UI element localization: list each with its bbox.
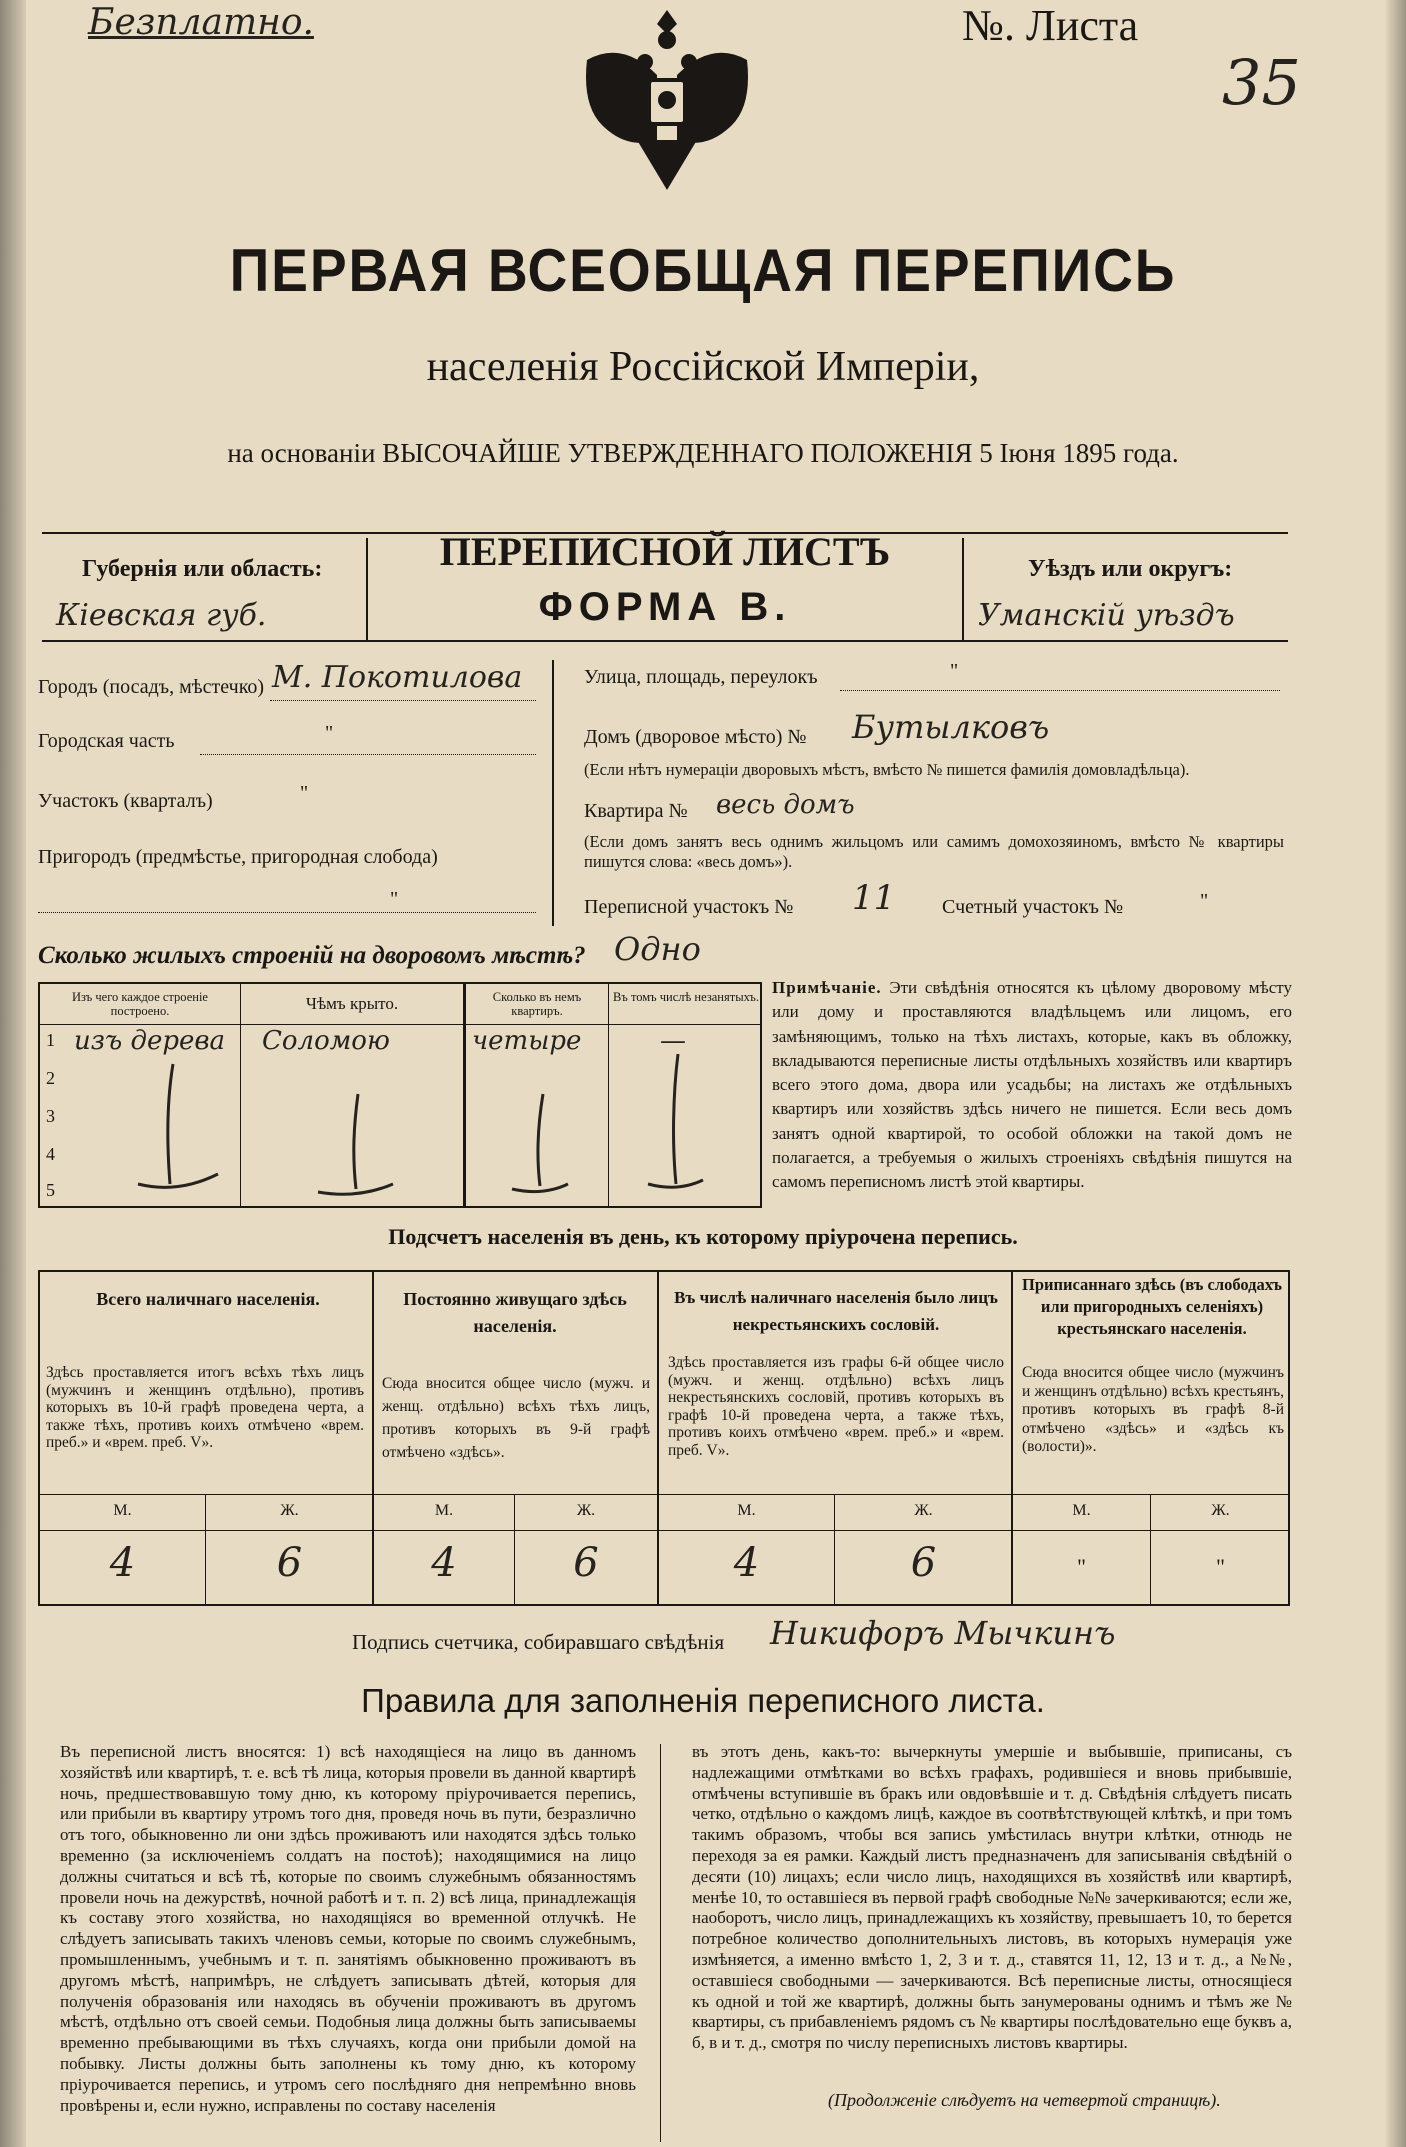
pop-col3-f-label: Ж. <box>914 1502 933 1519</box>
city-part-label: Городская часть <box>38 730 175 752</box>
bt-row1-apartments: четыре <box>472 1026 582 1056</box>
census-area-value: 11 <box>852 878 896 918</box>
pt-mf-4 <box>1150 1494 1151 1606</box>
pop-col3-desc: Здѣсь проставляется изъ графы 6-й общее число (мужч. и женщ. отдѣльно) всѣхъ лицъ некрестьянскихъ сословій, противъ которыхъ въ графѣ 10-й проведена черта, а также тѣхъ, противъ коихъ отмѣчено «врем. преб.» и «врем. преб. V». <box>668 1354 1004 1459</box>
census-area-label: Переписной участокъ № <box>584 896 794 918</box>
bt-header-vacant: Въ томъ числѣ незанятыхъ. <box>613 990 759 1004</box>
pt-mf-rule <box>38 1494 1290 1495</box>
street-label: Улица, площадь, переулокъ <box>584 666 818 688</box>
city-label: Городъ (посадъ, мѣстечко) <box>38 676 265 698</box>
apartment-value: весь домъ <box>716 790 855 820</box>
house-value: Бутылковъ <box>852 708 1050 746</box>
district-label: Участокъ (кварталъ) <box>38 790 213 812</box>
count-area-label: Счетный участокъ № <box>942 896 1124 918</box>
pop-col2-m-label: М. <box>434 1502 454 1519</box>
bt-row-num-1: 1 <box>46 1030 55 1050</box>
pop-col1-f-value: 6 <box>276 1540 303 1586</box>
pop-col1-desc: Здѣсь проставляется итогъ всѣхъ тѣхъ лицъ (мужчинъ и женщинъ отдѣльно), противъ которыхъ въ 10-й графѣ проведена черта, а также тѣхъ, противъ коихъ отмѣчено «врем. преб.» и «врем. преб. V». <box>46 1364 364 1451</box>
pop-col1-m-value: 4 <box>109 1540 136 1586</box>
imperial-eagle-emblem <box>567 0 767 195</box>
pop-col3-f-value: 6 <box>910 1540 937 1586</box>
pop-col3-head: Въ числѣ наличнаго населенія было лицъ некрестьянскихъ сословій. <box>674 1288 998 1334</box>
bt-header-roof: Чѣмъ крыто. <box>305 994 399 1013</box>
form-name: ФОРМА В. <box>538 585 792 629</box>
buildings-note <box>772 976 1292 1195</box>
form-block-bottom-rule <box>42 640 1288 642</box>
signature-label: Подпись счетчика, собиравшаго свѣдѣнія <box>352 1630 725 1654</box>
main-title: ПЕРВАЯ ВСЕОБЩАЯ ПЕРЕПИСЬ <box>229 237 1177 304</box>
sheet-number-label: №. Листа <box>962 1 1139 50</box>
pop-col1-m-label: М. <box>113 1502 132 1519</box>
bt-row1-material: изъ дерева <box>74 1026 226 1056</box>
uezd-label: Уѣздъ или округъ: <box>1028 556 1233 582</box>
buildings-note-title: Примѣчаніе. <box>772 978 882 997</box>
pop-col1-head: Всего наличнаго населенія. <box>96 1289 320 1309</box>
city-part-value: " <box>325 722 334 744</box>
bt-header-apartments: Сколько въ немъ квартиръ. <box>492 990 582 1018</box>
suburb-label: Пригородъ (предмѣстье, пригородная слобода) <box>38 846 438 868</box>
buildings-answer: Одно <box>614 930 701 968</box>
pt-mf-3 <box>834 1494 835 1606</box>
pop-col4-head: Приписаннаго здѣсь (въ слободахъ или пригородныхъ селеніяхъ) крестьянскаго населенія. <box>1022 1275 1282 1338</box>
pop-col3-m-label: М. <box>737 1502 756 1519</box>
rules-column-divider <box>660 1744 661 2142</box>
pop-col4-m-label: М. <box>1072 1502 1091 1519</box>
rules-right-column: въ этотъ день, какъ-то: вычеркнуты умершіе и выбывшіе, приписаны, съ надлежащими отмѣтками во всѣхъ графахъ, родившіеся и вновь прибывшіе, отмѣчены вступившіе въ бракъ или овдовѣвшіе и т. д. Свѣдѣнія слѣдуетъ писать четко, отдѣльно о каждомъ лицѣ, каждое въ соотвѣтствующей клѣткѣ, и при томъ такимъ образомъ, чтобы вся запись умѣстилась внутри клѣтки, отнюдь не переходя за ея рамки. Каждый листъ предназначенъ для записыванія свѣдѣній о десяти (10) лицахъ; если число лицъ, находящихся въ хозяйствѣ или квартирѣ, менѣе 10, то оставшіеся въ первой графѣ свободные №№ зачеркиваются; если же, наоборотъ, число лицъ, принадлежащихъ къ хозяйству, превышаетъ 10, то берется потребное количество дополнительныхъ листовъ, въ которыхъ нумерація уже измѣняется, а именно вмѣсто 1, 2, 3 и т. д., ставятся 11, 12, 13 и т. д., а №№, оставшіеся свободными — зачеркиваются. Всѣ переписные листы, относящіеся къ одной и той же квартирѣ, должны быть занумерованы однимъ и тѣмъ же № квартиры, съ прибавленіемъ рядомъ съ № квартиры послѣдовательно еще буквъ а, б, в и т. д., смотря по числу переписныхъ листовъ квартиры. <box>692 1742 1292 2053</box>
pt-value-rule <box>38 1530 1290 1531</box>
uezd-value: Уманскій уѣздъ <box>978 598 1235 633</box>
apartment-note: (Если домъ занятъ весь однимъ жильцомъ или самимъ домохозяиномъ, вмѣсто № квартиры пишутся слова: «весь домъ»). <box>584 832 1284 871</box>
pt-mf-1 <box>205 1494 206 1606</box>
rules-left-column: Въ переписной листъ вносятся: 1) всѣ находящіеся на лицо въ данномъ хозяйствѣ или квартирѣ, т. е. всѣ тѣ лица, которыя провели въ данной квартирѣ ночь, предшествовавшую тому дню, къ которому пріурочивается перепись, или прибыли въ квартиру утромъ того дня, проведя ночь въ пути, безразлично отъ того, обыкновенно ли они здѣсь проживаютъ или находятся здѣсь только временно (за исключеніемъ солдатъ на постоѣ); находящимися на лицо должны считаться и всѣ тѣ, которые по своимъ служебнымъ обязанностямъ провели ночь на дежурствѣ, ночной работѣ и т. п. 2) всѣ лица, принадлежащія къ составу этого хозяйства, но находящіяся во временной отлучкѣ. Не слѣдуетъ записывать такихъ членовъ семьи, которые по своимъ служебнымъ, промышленнымъ, учебнымъ и т. п. занятіямъ обыкновенно проживаютъ въ другомъ мѣстѣ, напримѣръ, не слѣдуетъ записывать дѣтей, которыя для полученія образованія или находясь въ обученіи проживаютъ въ другомъ мѣстѣ, отдѣльно отъ своей семьи. Подобныя лица должны быть записываемы временно пребывающими въ тѣхъ случаяхъ, когда они прибыли домой на побывку. Листы должны быть заполнены къ тому дню, къ которому пріурочивается перепись, и утромъ сего послѣдняго дня непремѣнно вновь провѣрены и, если нужно, исправлены по составу населенія <box>60 1742 636 2115</box>
pop-col4-m-value: " <box>1077 1554 1086 1579</box>
pop-col2-f-value: 6 <box>573 1540 599 1586</box>
free-label: Безплатно. <box>88 2 314 43</box>
bt-row-num-2: 2 <box>46 1068 55 1088</box>
pop-col3-m-value: 4 <box>733 1540 760 1586</box>
buildings-note-text: Эти свѣдѣнія относятся къ цѣлому дворовому мѣсту или дому и проставляются владѣльцемъ или лицомъ, его замѣняющимъ, только на тѣхъ листахъ, которые, какъ въ обложку, вкладываются переписные листы отдѣльныхъ хозяйствъ или квартиръ всего этого дома, двора или усадьбы; на листахъ же отдѣльныхъ квартиръ или хозяйствъ здѣсь ничего не пишется. Если весь домъ занятъ одной квартирой, то особой обложки на такой домъ не полагается, а требуемыя о жилыхъ строеніяхъ свѣдѣнія пишутся на самомъ переписномъ листѣ этой квартиры. <box>772 978 1292 1192</box>
house-note: (Если нѣтъ нумераціи дворовыхъ мѣстъ, вмѣсто № пишется фамилія домовладѣльца). <box>584 760 1190 779</box>
street-value: " <box>950 660 959 682</box>
form-block-right-divider <box>962 538 964 640</box>
legal-basis: на основаніи ВЫСОЧАЙШЕ УТВЕРЖДЕННАГО ПОЛОЖЕНІЯ 5 Іюня 1895 года. <box>227 438 1179 468</box>
district-value: " <box>300 782 309 804</box>
rules-continued: (Продолженіе слѣдуетъ на четвертой страницѣ). <box>828 2090 1221 2110</box>
apartment-label: Квартира № <box>584 800 688 822</box>
population-title: Подсчетъ населенія въ день, къ которому пріурочена перепись. <box>388 1224 1018 1249</box>
paper-edge-right <box>1386 0 1406 2147</box>
pop-col2-m-value: 4 <box>431 1540 457 1586</box>
bt-row1-vacant: — <box>660 1026 686 1056</box>
bt-row-num-3: 3 <box>46 1106 55 1126</box>
address-divider <box>552 660 554 926</box>
city-value: М. Покотилова <box>272 660 523 695</box>
pop-col4-f-label: Ж. <box>1211 1502 1230 1519</box>
house-label: Домъ (дворовое мѣсто) № <box>584 726 807 748</box>
pop-col4-f-value: " <box>1216 1554 1225 1579</box>
city-dots <box>270 700 536 701</box>
bt-header-material: Изъ чего каждое строеніе построено. <box>72 990 208 1018</box>
rules-title: Правила для заполненія переписного листа. <box>361 1682 1045 1719</box>
suburb-value: " <box>390 888 399 910</box>
guberniya-label: Губернія или область: <box>82 556 323 582</box>
sheet-number-value: 35 <box>1222 46 1301 119</box>
bt-row1-roof: Соломою <box>262 1026 390 1056</box>
form-title: ПЕРЕПИСНОЙ ЛИСТЪ <box>439 529 891 574</box>
guberniya-value: Кіевская губ. <box>56 598 267 633</box>
pop-col2-f-label: Ж. <box>576 1502 596 1519</box>
city-part-dots <box>200 754 536 755</box>
suburb-dots <box>38 912 536 913</box>
count-area-value: " <box>1200 890 1209 912</box>
pop-col2-desc: Сюда вносится общее число (мужч. и женщ. отдѣльно) всѣхъ тѣхъ лицъ, противъ которыхъ въ 9-й графѣ отмѣчено «здѣсь». <box>382 1375 650 1461</box>
bt-row-num-5: 5 <box>46 1180 55 1200</box>
bt-row-num-4: 4 <box>46 1144 55 1164</box>
pop-col4-desc: Сюда вносится общее число (мужчинъ и женщинъ отдѣльно) всѣхъ крестьянъ, противъ которыхъ въ графѣ 8-й отмѣчено «здѣсь» и «здѣсь къ (волости)». <box>1022 1364 1284 1455</box>
buildings-question: Сколько жилыхъ строеній на дворовомъ мѣстѣ? <box>38 942 586 969</box>
pop-col1-f-label: Ж. <box>280 1502 299 1519</box>
form-block-left-divider <box>366 538 368 640</box>
pt-mf-2 <box>514 1494 515 1606</box>
signature-value: Никифоръ Мычкинъ <box>770 1614 1116 1652</box>
subtitle: населенія Россійской Имперіи, <box>426 344 980 390</box>
paper-edge-left <box>0 0 26 2147</box>
street-dots <box>840 690 1280 691</box>
pop-col2-head: Постоянно живущаго здѣсь населенія. <box>403 1289 627 1336</box>
bt-ditto-strokes <box>38 1024 762 1204</box>
